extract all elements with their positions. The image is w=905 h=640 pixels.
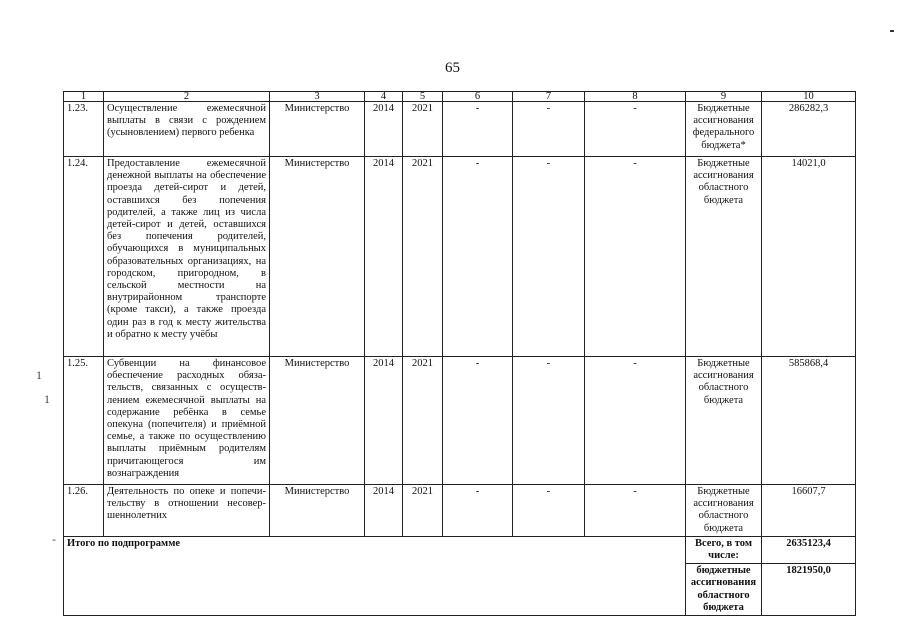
start-year: 2014	[365, 485, 403, 537]
funding-source: Бюджетные ассигнования областного бюджета	[686, 157, 762, 357]
row-number: 1.23.	[64, 102, 104, 157]
funding-source: Бюджетные ассигнования областного бюджета	[686, 485, 762, 537]
margin-mark: 1	[44, 392, 50, 406]
col6-value: -	[443, 357, 513, 485]
executor: Министерство	[270, 485, 365, 537]
col6-value: -	[443, 157, 513, 357]
funding-source: Бюджетные ассигнования областного бюджета	[686, 357, 762, 485]
amount: 16607,7	[762, 485, 856, 537]
col8-value: -	[585, 357, 686, 485]
end-year: 2021	[403, 157, 443, 357]
col7-value: -	[513, 102, 585, 157]
measure-name: Субвенции на финансовое обеспечение расходных обязательств, связанных с осуществлением ежемесячной выплаты на содержание ребёнка в семье опекуна (попечителя) и приёмной семье, а также по осуществлению выплаты приёмным родителям причитающегося им вознаграждения	[104, 357, 270, 485]
total-label: Итого по подпрограмме	[64, 536, 686, 615]
row-number: 1.24.	[64, 157, 104, 357]
total-regional-label: бюджетные ассигнования областного бюджета	[686, 564, 762, 616]
total-sum-label: Всего, в том числе:	[686, 536, 762, 563]
start-year: 2014	[365, 102, 403, 157]
col7-value: -	[513, 357, 585, 485]
col-header: 4	[365, 92, 403, 102]
col7-value: -	[513, 157, 585, 357]
col6-value: -	[443, 485, 513, 537]
col-header: 5	[403, 92, 443, 102]
col8-value: -	[585, 102, 686, 157]
table-row	[64, 485, 856, 537]
col-header: 2	[104, 92, 270, 102]
measure-name: Предоставление ежемесячной денежной выплаты на обеспечение проезда детей-сирот и детей, оставшихся без попечения родителей, а также лиц из числа детей-сирот и детей, оставшихся без попечения родителей, обучающихся в муниципальных образовательных организациях, на городском, пригородном, в сельской местности на внутрирайонном транспорте (кроме такси), а также проезда один раз в год к месту жительства и обратно к месту учёбы	[104, 157, 270, 357]
amount: 585868,4	[762, 357, 856, 485]
measure-name: Осуществление ежемесячной выплаты в связи с рождением (усыновлением) первого ребенка	[104, 102, 270, 157]
page-number: 65	[445, 60, 460, 76]
col-header: 10	[762, 92, 856, 102]
executor: Министерство	[270, 357, 365, 485]
end-year: 2021	[403, 357, 443, 485]
col-header: 3	[270, 92, 365, 102]
total-sum-value: 2635123,4	[762, 536, 856, 563]
scan-mark	[890, 30, 894, 32]
col-header: 1	[64, 92, 104, 102]
end-year: 2021	[403, 102, 443, 157]
measure-name: Деятельность по опеке и попечительству в отношении несовершеннолетних	[104, 485, 270, 537]
executor: Министерство	[270, 102, 365, 157]
table-row	[64, 157, 856, 357]
col-header: 7	[513, 92, 585, 102]
total-regional-value: 1821950,0	[762, 564, 856, 616]
funding-source: Бюджетные ассигнования федерального бюджета*	[686, 102, 762, 157]
header-row	[64, 92, 856, 102]
start-year: 2014	[365, 357, 403, 485]
col8-value: -	[585, 157, 686, 357]
row-number: 1.25.	[64, 357, 104, 485]
col8-value: -	[585, 485, 686, 537]
amount: 14021,0	[762, 157, 856, 357]
table-row	[64, 102, 856, 157]
amount: 286282,3	[762, 102, 856, 157]
program-table	[63, 91, 856, 616]
row-number: 1.26.	[64, 485, 104, 537]
start-year: 2014	[365, 157, 403, 357]
col6-value: -	[443, 102, 513, 157]
margin-mark: 1	[36, 368, 42, 382]
col-header: 6	[443, 92, 513, 102]
col-header: 9	[686, 92, 762, 102]
col7-value: -	[513, 485, 585, 537]
executor: Министерство	[270, 157, 365, 357]
col-header: 8	[585, 92, 686, 102]
table-row	[64, 357, 856, 485]
margin-mark: -	[52, 532, 56, 546]
end-year: 2021	[403, 485, 443, 537]
total-row	[64, 536, 856, 563]
